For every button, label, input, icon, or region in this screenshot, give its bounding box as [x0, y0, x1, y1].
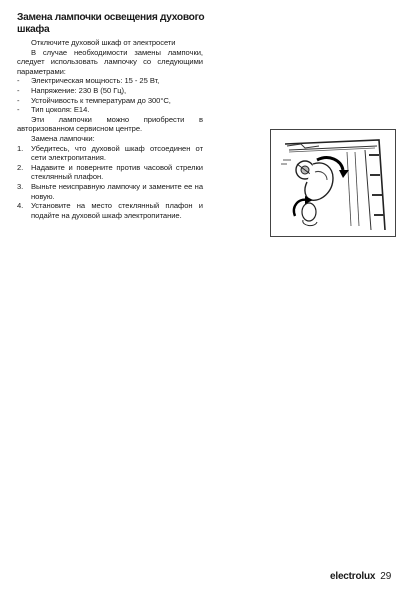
lamp-requirements-paragraph: В случае необходимости замены лампочки, следует использовать лампочку со следующими параметрами: — [17, 47, 203, 76]
step-number: 4. — [17, 201, 24, 211]
step-number: 2. — [17, 162, 24, 172]
bullet-marker: - — [17, 85, 20, 95]
step-text: Убедитесь, что духовой шкаф отсоединен от сети электропитания. — [31, 143, 203, 163]
oven-lamp-drawing — [271, 130, 395, 236]
replacement-heading: Замена лампочки: — [31, 133, 95, 143]
list-item — [17, 163, 203, 182]
replacement-steps-list — [17, 144, 203, 221]
list-item — [17, 86, 203, 96]
step-number: 1. — [17, 143, 24, 153]
page-footer — [330, 571, 391, 582]
list-item — [17, 96, 203, 106]
purchase-paragraph: Эти лампочки можно приобрести в авторизованном сервисном центре. — [17, 114, 203, 134]
page-number: 29 — [380, 571, 392, 582]
step-text: Выньте неисправную лампочку и замените ее на новую. — [31, 181, 203, 201]
brand-logo: electrolux — [330, 571, 376, 582]
param-text: Тип цоколя: E14. — [31, 105, 90, 115]
step-text: Надавите и поверните против часовой стрелки стеклянный плафон. — [31, 162, 203, 182]
lamp-replacement-illustration — [270, 129, 396, 237]
list-item — [17, 201, 203, 220]
step-number: 3. — [17, 181, 24, 191]
list-item — [17, 144, 203, 163]
lamp-parameters-list — [17, 76, 203, 114]
bullet-marker: - — [17, 76, 20, 86]
param-text: Устойчивость к температурам до 300°C, — [31, 95, 171, 105]
bullet-marker: - — [17, 105, 20, 115]
intro-paragraph: Отключите духовой шкаф от электросети — [31, 38, 176, 47]
list-item — [17, 105, 203, 115]
param-text: Электрическая мощность: 15 - 25 Вт, — [31, 76, 160, 86]
step-text: Установите на место стеклянный плафон и подайте на духовой шкаф электропитание. — [31, 201, 203, 220]
bullet-marker: - — [17, 95, 20, 105]
instructions-body — [17, 38, 203, 220]
param-text: Напряжение: 230 В (50 Гц), — [31, 85, 127, 95]
list-item — [17, 182, 203, 201]
list-item — [17, 76, 203, 86]
section-title: Замена лампочки освещения духового шкафа — [17, 12, 205, 35]
